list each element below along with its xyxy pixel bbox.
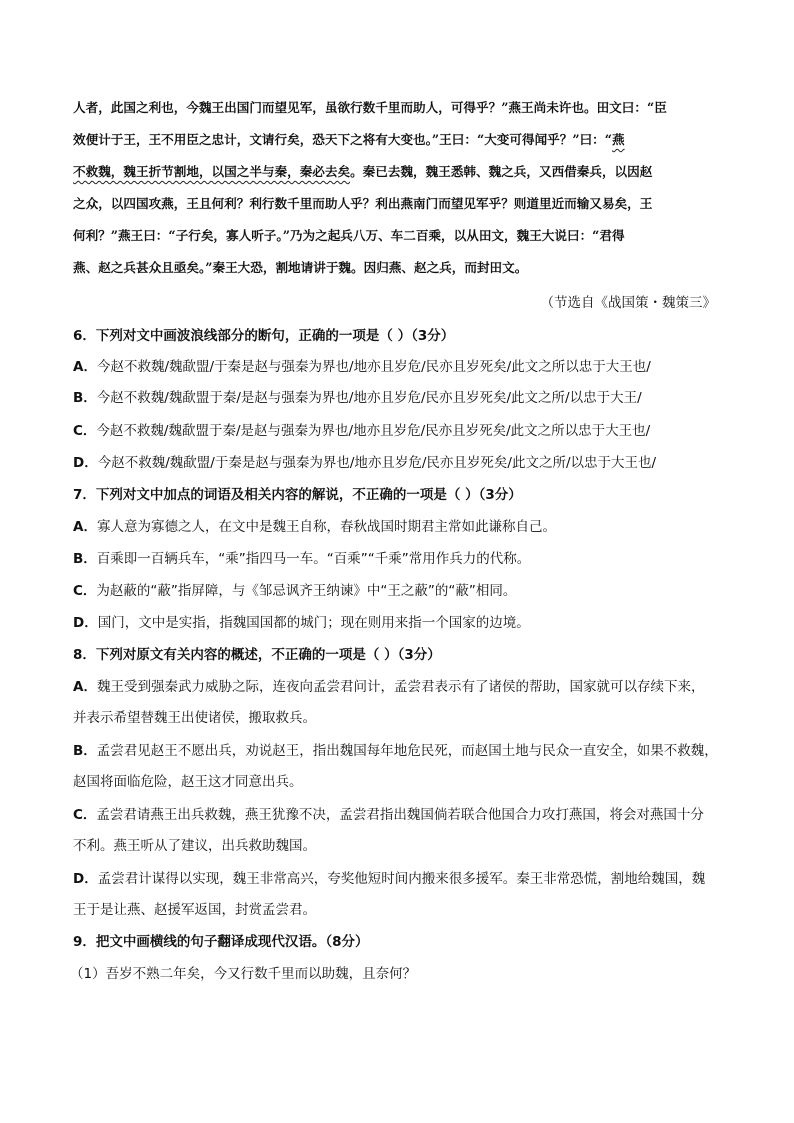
question-6-title: 6．下列对文中画波浪线部分的断句，正确的一项是（ ）（3分） (73, 328, 455, 344)
question-8-option-b-continued: 赵国将面临危险，赵王这才同意出兵。 (73, 774, 303, 790)
question-6-option-d[interactable]: D．今赵不救魏/魏歃盟/于秦是赵与强秦为界也/地亦且岁危/民亦且岁死矣/此文之所/以忠于大王也/ (73, 455, 657, 471)
question-6-option-c[interactable]: C．今赵不救魏/魏歃盟于秦/是赵与强秦为界也/地亦且岁危/民亦且岁死矣/此文之所以忠于大王也/ (73, 423, 651, 439)
passage-line: 何利？”燕王曰：“子行矣，寡人听子。”乃为之起兵八万、车二百乘，以从田文，魏王大说曰：“君得 (73, 228, 625, 243)
wavy-underlined-text: 燕 (612, 132, 625, 147)
question-8-title: 8．下列对原文有关内容的概述，不正确的一项是（ ）（3分） (73, 647, 441, 663)
classical-passage (73, 96, 723, 288)
question-9-title: 9．把文中画横线的句子翻译成现代汉语。（8分） (73, 934, 369, 950)
passage-line: 人者，此国之利也，今魏王出国门而望见军，虽欲行数千里而助人，可得乎？”燕王尚未许也。田文曰：“臣 (73, 100, 667, 115)
question-8-option-a-continued: 并表示希望替魏王出使诸侯，搬取救兵。 (73, 710, 316, 726)
passage-line: 之众，以四国攻燕，王且何利？利行数千里而助人乎？利出燕南门而望见军乎？则道里近而输又易矣，王 (73, 196, 653, 211)
question-7-option-a[interactable]: A．寡人意为寡德之人，在文中是魏王自称，春秋战国时期君主常如此谦称自己。 (73, 519, 556, 535)
passage-line: 不救魏，魏王折节割地，以国之半与秦，秦必去矣。秦已去魏，魏王悉韩、魏之兵，又西借秦兵，以因赵 (73, 164, 653, 179)
question-7-title: 7．下列对文中加点的词语及相关内容的解说，不正确的一项是（ ）（3分） (73, 487, 522, 503)
question-7-option-b[interactable]: B．百乘即一百辆兵车，“乘”指四马一车。“百乘”“千乘”常用作兵力的代称。 (73, 551, 531, 567)
passage-line: 效便计于王，王不用臣之忠计，文请行矣，恐天下之将有大变也。”王曰：“大变可得闻乎？”曰：“燕 (73, 132, 625, 147)
question-9-sub-1: （1）吾岁不熟二年矣，今又行数千里而以助魏，且奈何？ (70, 966, 417, 982)
question-8-option-d[interactable]: D．孟尝君计谋得以实现，魏王非常高兴，夸奖他短时间内搬来很多援军。秦王非常恐慌，割地给魏国，魏 (73, 871, 706, 887)
question-7-option-d[interactable]: D．国门，文中是实指，指魏国国都的城门；现在则用来指一个国家的边境。 (73, 615, 530, 631)
question-8-option-b[interactable]: B．孟尝君见赵王不愿出兵，劝说赵王，指出魏国每年地危民死，而赵国土地与民众一直安全，如果不救魏， (73, 743, 718, 759)
question-7-option-c[interactable]: C．为赵蔽的“蔽”指屏障，与《邹忌讽齐王纳谏》中“王之蔽”的“蔽”相同。 (73, 583, 517, 599)
passage-source: （节选自《战国策・魏策三》 (540, 295, 716, 311)
wavy-underlined-text: 不救魏，魏王折节割地，以国之半与秦，秦必去矣 (73, 164, 351, 179)
question-6-option-b[interactable]: B．今赵不救魏/魏歃盟于秦/是赵与强秦为界也/地亦且岁危/民亦且岁死矣/此文之所/以忠于大王/ (73, 390, 642, 406)
question-8-option-a[interactable]: A．魏王受到强秦武力威胁之际，连夜向孟尝君问计，孟尝君表示有了诸侯的帮助，国家就可以存续下来， (73, 679, 705, 695)
question-8-option-d-continued: 王于是让燕、赵援军返国，封赏孟尝君。 (73, 902, 316, 918)
question-8-option-c[interactable]: C．孟尝君请燕王出兵救魏，燕王犹豫不决，孟尝君指出魏国倘若联合他国合力攻打燕国，将会对燕国十分 (73, 807, 704, 823)
question-8-option-c-continued: 不利。燕王听从了建议，出兵救助魏国。 (73, 838, 316, 854)
passage-line: 燕、赵之兵甚众且亟矣。”秦王大恐，割地请讲于魏。因归燕、赵之兵，而封田文。 (73, 260, 528, 275)
question-6-option-a[interactable]: A．今赵不救魏/魏歃盟/于秦是赵与强秦为界也/地亦且岁危/民亦且岁死矣/此文之所以忠于大王也/ (73, 359, 651, 375)
